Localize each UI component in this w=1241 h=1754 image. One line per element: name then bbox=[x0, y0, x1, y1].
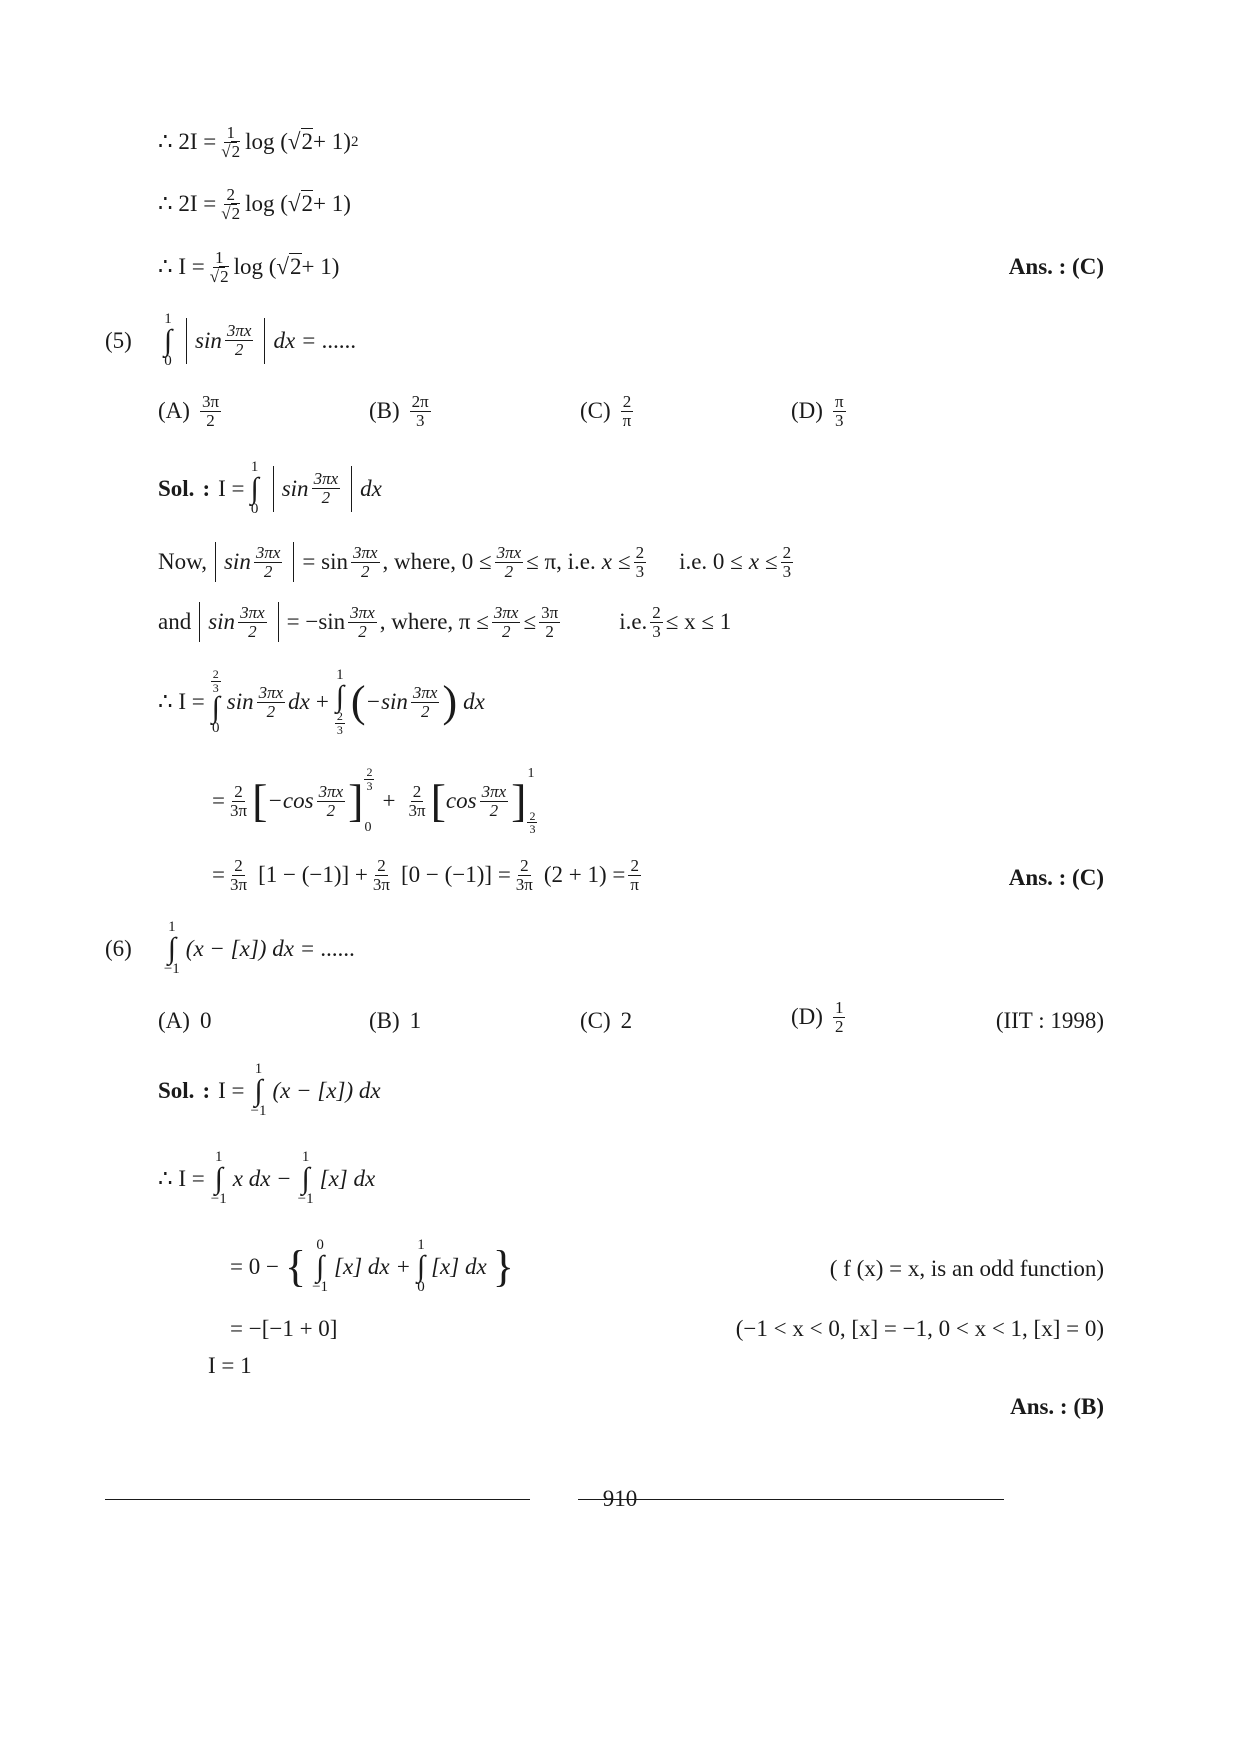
integral-sign: 1 ∫ −1 bbox=[297, 1149, 314, 1207]
integral-sign: 1 ∫ 0 bbox=[416, 1237, 426, 1295]
footer-rule-left bbox=[105, 1499, 530, 1500]
integral-sign: 1 ∫ 0 bbox=[250, 459, 259, 517]
answer: Ans. : (B) bbox=[1010, 1394, 1104, 1419]
note-floor-values: (−1 < x < 0, [x] = −1, 0 < x < 1, [x] = 0) bbox=[735, 1316, 1104, 1341]
question-number: (6) bbox=[105, 935, 132, 961]
solution-5-step3: = $\frac{2}{3\pi}$ [1 − (−1)] + $\frac{2}{3\pi}$ [0 − (−1)] = $\frac{2}{3\pi}$ (2 + 1) = $\frac{2}{\pi}$ bbox=[212, 856, 639, 894]
solution-6-final: I = 1 bbox=[208, 1353, 252, 1378]
solution-5-start: Sol. : I = 1 ∫ 0 sin $\frac{3\pi x}{2}$ dx bbox=[158, 459, 382, 517]
option-b: (B) 1 bbox=[369, 1008, 422, 1033]
integral-sign: 0 ∫ −1 bbox=[312, 1237, 329, 1295]
integral-sign: 1 ∫ −1 bbox=[210, 1149, 227, 1207]
question-number: (5) bbox=[105, 327, 132, 353]
page-number: 910 bbox=[602, 1486, 638, 1511]
option-d: (D) $\frac{1}{2}$ bbox=[791, 998, 844, 1036]
option-c: (C) $\frac{2}{\pi}$ bbox=[580, 392, 632, 430]
solution-6-step2: = −[−1 + 0] bbox=[230, 1316, 338, 1341]
question-5: (5) 1 ∫ 0 sin $\frac{3\pi x}{2}$ dx = ...... bbox=[105, 311, 357, 369]
integral-sign: 1 ∫ −1 bbox=[163, 919, 180, 977]
option-a: (A) $\frac{3\pi}{2}$ bbox=[158, 392, 220, 430]
question-6: (6) 1 ∫ −1 (x − [x]) dx = ...... bbox=[105, 919, 356, 977]
solution-6-step1: = 0 − { 0 ∫ −1 [x] dx + 1 ∫ 0 [x] dx } bbox=[230, 1237, 514, 1295]
integral-sign: 1 ∫ −1 bbox=[250, 1061, 267, 1119]
prev-line-3: ∴ I = $\frac{1}{√2}$ log ( √2 + 1) bbox=[158, 248, 340, 286]
option-b: (B) $\frac{2\pi}{3}$ bbox=[369, 392, 429, 430]
note-odd-function: ( f (x) = x, is an odd function) bbox=[829, 1256, 1104, 1281]
answer: Ans. : (C) bbox=[1008, 254, 1104, 279]
integral-sign: 1 ∫ $\frac{2}{3}$ bbox=[335, 667, 344, 737]
option-c: (C) 2 bbox=[580, 1008, 633, 1033]
solution-5-step2: = $\frac{2}{3\pi}$ [ −cos $\frac{3\pi x}{2}$ ] $\frac{2}{3}$ 0 + $\frac{2}{3\pi}$ [ cos $\frac{3\pi x}{2}$ ] 1 $\frac{2}{3}$ bbox=[212, 765, 536, 837]
prev-line-2: ∴ 2I = $\frac{2}{√2}$ log ( √2 + 1) bbox=[158, 185, 351, 223]
solution-5-and: and sin $\frac{3\pi x}{2}$ = −sin $\frac{3\pi x}{2}$ , where, π ≤ $\frac{3\pi x}{2}$ ≤ $\frac{3\pi}{2}$ i.e. $\frac{2}{3}$ ≤ x ≤ 1 bbox=[158, 602, 732, 641]
fraction: $\frac{2}{√2}$ bbox=[221, 185, 241, 223]
solution-5-split: ∴ I = $\frac{2}{3}$ ∫ 0 sin $\frac{3\pi x}{2}$ dx + 1 ∫ $\frac{2}{3}$ ( −sin $\frac{3\pi x}{2}$ ) dx bbox=[158, 667, 485, 737]
fraction: $\frac{1}{√2}$ bbox=[221, 123, 241, 161]
option-a: (A) 0 bbox=[158, 1008, 212, 1033]
solution-6-start: Sol. : I = 1 ∫ −1 (x − [x]) dx bbox=[158, 1061, 381, 1119]
option-d: (D) $\frac{\pi}{3}$ bbox=[791, 392, 844, 430]
integral-sign: 1 ∫ 0 bbox=[163, 311, 173, 369]
solution-5-now: Now, sin $\frac{3\pi x}{2}$ = sin $\frac{3\pi x}{2}$ , where, 0 ≤ $\frac{3\pi x}{2}$ ≤ π, i.e. x ≤ $\frac{2}{3}$ i.e. 0 ≤ x ≤ $\frac{2}{3}$ bbox=[158, 542, 792, 581]
fraction: $\frac{1}{√2}$ bbox=[209, 248, 229, 286]
exam-source: (IIT : 1998) bbox=[995, 1008, 1104, 1033]
integral-sign: $\frac{2}{3}$ ∫ 0 bbox=[211, 667, 220, 737]
footer-rule-right bbox=[578, 1499, 1004, 1500]
answer: Ans. : (C) bbox=[1008, 865, 1104, 890]
prev-line-1: ∴ 2I = $\frac{1}{√2}$ log ( √2 + 1) 2 bbox=[158, 123, 359, 161]
solution-6-split: ∴ I = 1 ∫ −1 x dx − 1 ∫ −1 [x] dx bbox=[158, 1149, 376, 1207]
